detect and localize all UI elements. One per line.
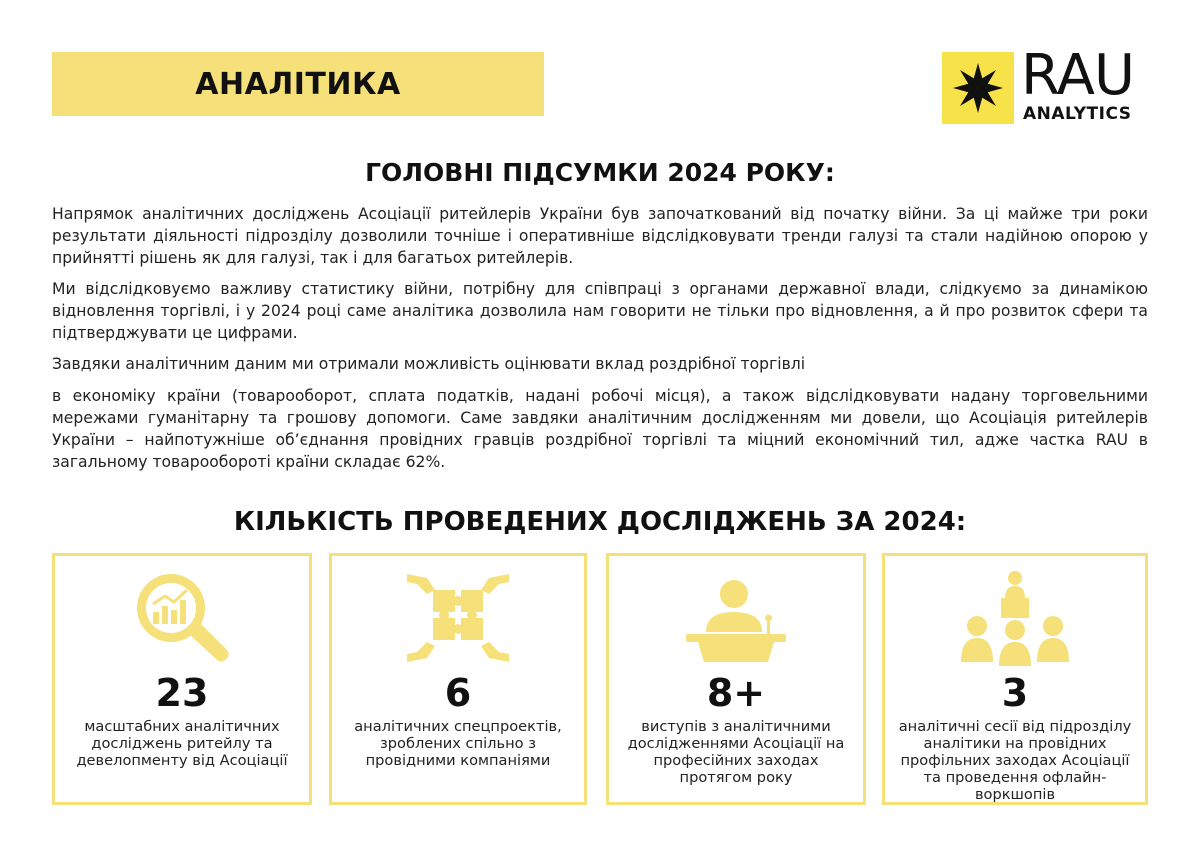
stat-number: 23 [155, 671, 209, 715]
summary-paragraph: Ми відслідковуємо важливу статистику війни, потрібну для співпраці з органами державної влади, слідкуємо за динамікою відновлення торгівлі, і у 2024 році саме аналітика дозволила нам говорити не тільки про відновлення, а й про розвиток сфери та підтверджувати це цифрами. [52, 280, 1148, 342]
stat-number: 8+ [706, 671, 766, 715]
count-heading: КІЛЬКІСТЬ ПРОВЕДЕНИХ ДОСЛІДЖЕНЬ ЗА 2024: [233, 507, 967, 537]
stat-number: 6 [444, 671, 472, 715]
rau-logo [942, 43, 1152, 126]
summary-heading: ГОЛОВНІ ПІДСУМКИ 2024 РОКУ: [365, 158, 835, 187]
summary-paragraph: в економіку країни (товарооборот, сплата податків, надані робочі місця), а також відслідковувати надану торговельними мережами гуманітарну та грошову допомоги. Саме завдяки аналітичним дослідженням ми довели, що Асоціація ритейлерів України – найпотужніше об’єднання провідних гравців роздрібної торгівлі та міцний економічний тил, адже частка RAU в загальному товарообороті країни складає 62%. [52, 387, 1148, 471]
stat-card-speeches [606, 553, 866, 805]
analytics-magnifier-icon [127, 568, 237, 668]
stat-card-special-projects [329, 553, 587, 805]
speaker-podium-icon [676, 568, 796, 668]
logo-analytics-text: ANALYTICS [1023, 104, 1132, 124]
header-banner [52, 52, 544, 116]
stat-description: аналітичні сесії від підрозділу аналітики на провідних профільних заходах Асоціації та проведення офлайн-воркшопів [898, 718, 1132, 803]
stat-number: 3 [1001, 671, 1029, 715]
stat-description: аналітичних спецпроектів, зроблених спільно з провідними компаніями [354, 718, 562, 769]
logo-rau-text: RAU [1021, 43, 1134, 108]
summary-paragraph: Завдяки аналітичним даним ми отримали можливість оцінювати вклад роздрібної торгівлі [52, 355, 806, 373]
stat-card-research [52, 553, 312, 805]
page-title: АНАЛІТИКА [195, 66, 401, 102]
stat-description: масштабних аналітичних досліджень ритейлу та девелопменту від Асоціації [76, 718, 288, 769]
logo-star-mark [942, 52, 1014, 124]
stat-card-sessions [882, 553, 1148, 805]
audience-presenter-icon [955, 568, 1075, 668]
stat-description: виступів з аналітичними дослідженнями Асоціації на професійних заходах протягом року [627, 718, 845, 786]
puzzle-hands-icon [403, 568, 513, 668]
star-icon [947, 57, 1009, 119]
summary-paragraph: Напрямок аналітичних досліджень Асоціації ритейлерів України був започаткований від початку війни. За ці майже три роки результати діяльності підрозділу дозволили точніше і оперативніше відслідковувати тренди галузі та стали надійною опорою у прийнятті рішень як для галузі, так і для багатьох ритейлерів. [52, 205, 1148, 267]
